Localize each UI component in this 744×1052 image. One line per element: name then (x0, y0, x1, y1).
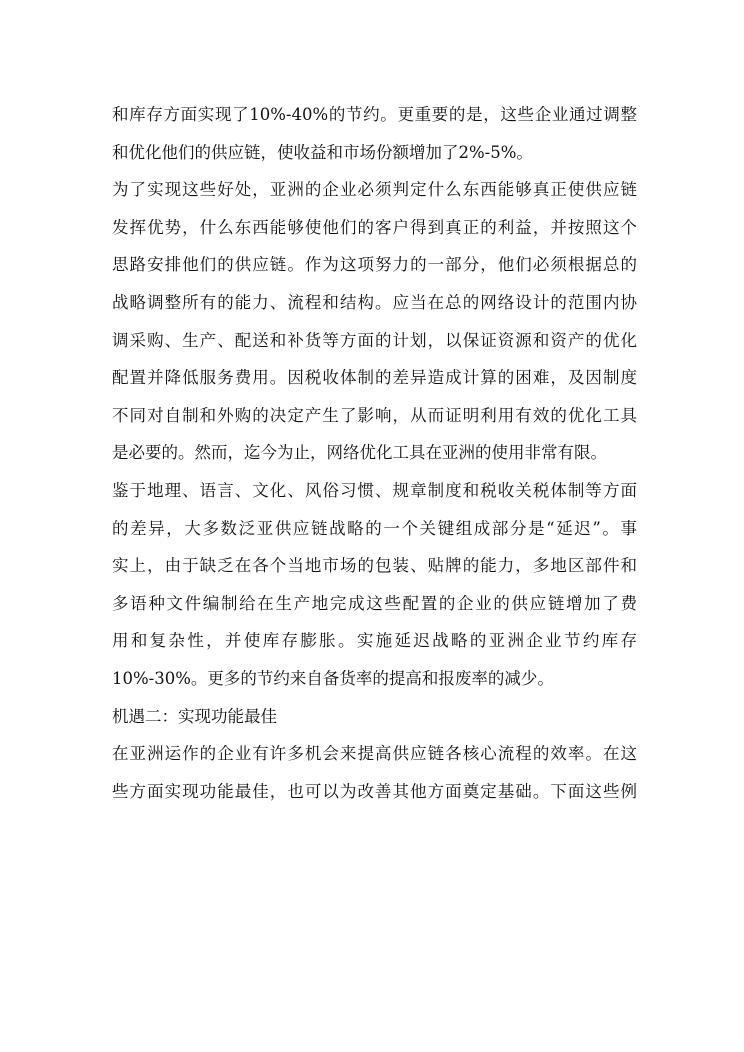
paragraph-5 (112, 735, 637, 810)
text-line: 调采购、生产、配送和补货等方面的计划，以保证资源和资产的优化 (112, 330, 637, 350)
text-line: 实上，由于缺乏在各个当地市场的包装、贴牌的能力，多地区部件和 (112, 556, 637, 576)
text-line: 和库存方面实现了10%-40%的节约。更重要的是，这些企业通过调整 (112, 105, 637, 124)
paragraph-3 (112, 472, 637, 698)
text-line: 配置并降低服务费用。因税收体制的差异造成计算的困难，及因制度 (112, 368, 637, 388)
text-line: 思路安排他们的供应链。作为这项努力的一部分，他们必须根据总的 (112, 255, 637, 275)
text-line: 为了实现这些好处，亚洲的企业必须判定什么东西能够真正使供应链 (112, 180, 637, 200)
text-line: 不同对自制和外购的决定产生了影响，从而证明利用有效的优化工具 (112, 405, 637, 425)
document-body (112, 96, 637, 810)
paragraph-2 (112, 171, 637, 472)
text-line: 10%-30%。更多的节约来自备货率的提高和报废率的减少。 (112, 668, 554, 688)
text-line: 和优化他们的供应链，使收益和市场份额增加了2%-5%。 (112, 142, 533, 162)
text-line: 在亚洲运作的企业有许多机会来提高供应链各核心流程的效率。在这 (112, 744, 637, 764)
text-line: 多语种文件编制给在生产地完成这些配置的企业的供应链增加了费 (112, 593, 637, 613)
text-line: 用和复杂性，并使库存膨胀。实施延迟战略的亚洲企业节约库存 (112, 631, 637, 651)
text-line: 鉴于地理、语言、文化、风俗习惯、规章制度和税收关税体制等方面 (112, 480, 637, 500)
text-line: 是必要的。然而，迄今为止，网络优化工具在亚洲的使用非常有限。 (112, 443, 607, 463)
text-line: 战略调整所有的能力、流程和结构。应当在总的网络设计的范围内协 (112, 292, 637, 312)
text-line: 发挥优势，什么东西能够使他们的客户得到真正的利益，并按照这个 (112, 217, 637, 237)
text-line: 的差异，大多数泛亚供应链战略的一个关键组成部分是“延迟”。事 (112, 518, 637, 538)
text-line: 些方面实现功能最佳，也可以为改善其他方面奠定基础。下面这些例 (112, 781, 637, 801)
section-heading (112, 698, 637, 736)
paragraph-1 (112, 96, 637, 171)
section-heading-text: 机遇二：实现功能最佳 (112, 706, 277, 726)
